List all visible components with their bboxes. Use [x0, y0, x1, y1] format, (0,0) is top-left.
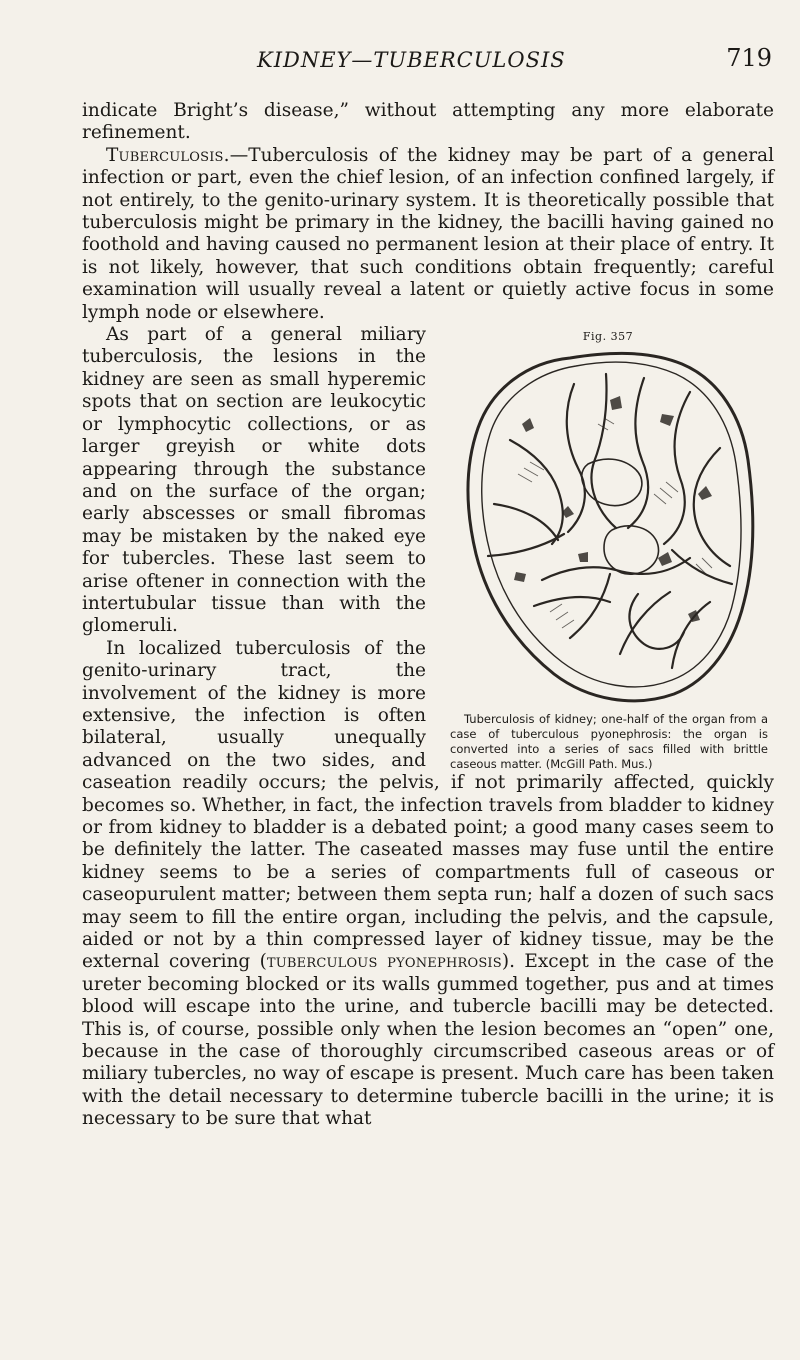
- figure-caption: Tuberculosis of kidney; one-half of the organ from a case of tuberculous pyonephrosis: the organ is converted into a series of sacs filled with brittle caseous matter. (McGill Path. Mus.): [450, 712, 768, 772]
- page-header: [82, 40, 772, 80]
- paragraph-tuberculosis: [82, 145, 774, 324]
- running-title: KIDNEY—TUBERCULOSIS: [257, 48, 566, 72]
- kidney-section-drawing-icon: [458, 344, 758, 712]
- paragraph-text: —Tuberculosis of the kidney may be part of a general infection or part, even the chief lesion, of an infection confined largely, if not entirely, to the genito-urinary system. It is theoretically possible that tuberculosis might be primary in the kidney, the bacilli having gained no foothold and having caused no permanent lesion at their place of entry. It is not likely, however, that such conditions obtain frequently; careful examination will usually reveal a latent or quietly active focus in some lymph node or elsewhere.: [82, 144, 774, 323]
- page-number: 719: [726, 44, 772, 72]
- paragraph-miliary: As part of a general miliary tuberculosis, the lesions in the kidney are seen as small hyperemic spots that on section are leukocytic or lymphocytic collections, or as larger greyish or white dots appearing through the substance and on the surface of the organ; early abscesses or small fibromas may be mistaken by the naked eye for tubercles. These last seem to arise oftener in connection with the intertubular tissue than with the glomeruli.: [82, 324, 426, 637]
- paragraph-continuation: indicate Bright’s disease,” without attempting any more elaborate refinement.: [82, 100, 774, 144]
- figure-357: [442, 326, 774, 772]
- section-heading: Tuberculosis.: [106, 144, 230, 166]
- figure-label: Fig. 357: [582, 330, 634, 344]
- body-text: [82, 100, 774, 1131]
- paragraph-text: In localized tuberculosis of the genito-urinary tract, the involvement of the kidney is more extensive, the infection is often bilateral, usually unequally advanced on the two sides, and caseation readily occurs; the pelvis, if not primarily affected, quickly becomes so. Whether, in fact, the infection travels from bladder to kidney or from kidney to bladder is a debated point; a good many cases seem to be definitely the latter. The caseated masses may fuse until the entire kidney seems to be a series of compartments full of caseous or caseopurulent matter; between them septa run; half a dozen of such sacs may seem to fill the entire organ, including the pelvis, and the capsule, aided or not by a thin compressed layer of kidney tissue, may be the external covering (: [82, 637, 774, 973]
- key-term: tuberculous pyonephrosis: [266, 951, 502, 973]
- paragraph-text: ). Except in the case of the ureter becoming blocked or its walls gummed together, pus and at times blood will escape into the urine, and tubercle bacilli may be detected. This is, of course, possible only when the lesion becomes an “open” one, because in the case of thoroughly circumscribed caseous areas or of miliary tubercles, no way of escape is present. Much care has been taken with the detail necessary to determine tubercle bacilli in the urine; it is necessary to be sure that what: [82, 951, 774, 1130]
